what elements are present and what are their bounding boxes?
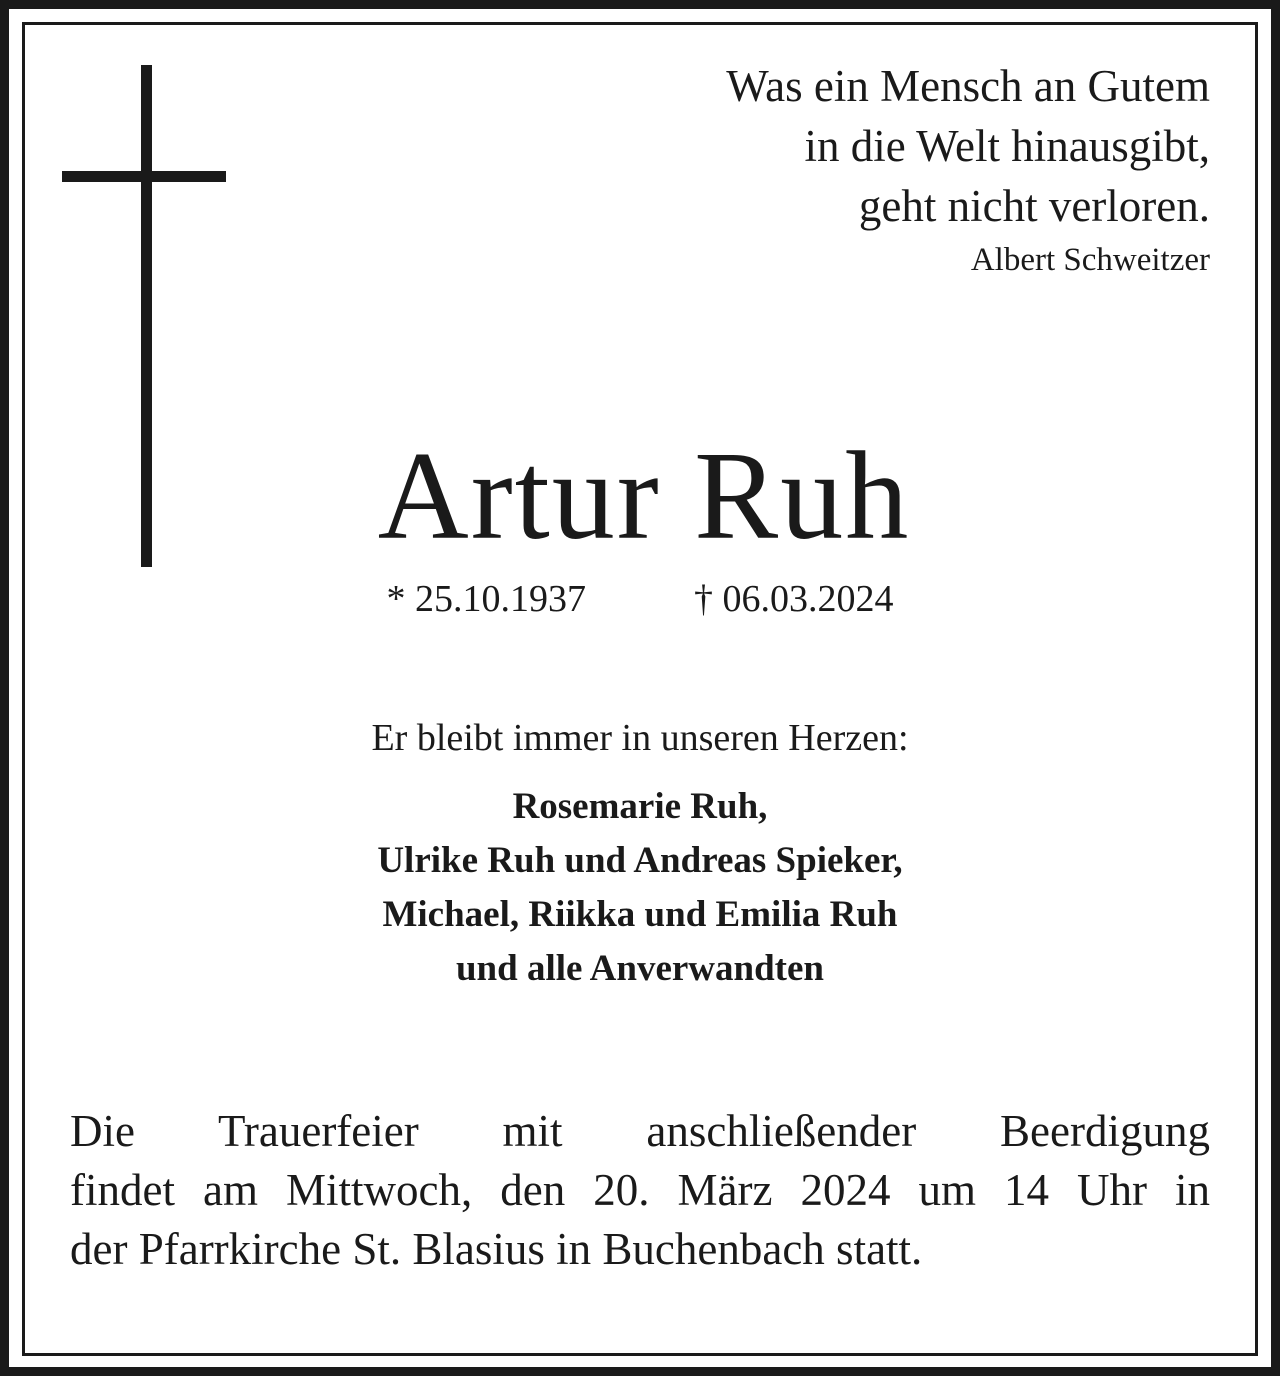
remembrance-line: Er bleibt immer in unseren Herzen: [371, 717, 909, 759]
funeral-line: Die Trauerfeier mit anschließender Beerdigung [70, 1106, 1210, 1156]
quote-line: geht nicht verloren. [858, 181, 1210, 231]
quote-block [510, 56, 1210, 280]
deceased-name: Artur Ruh [377, 427, 911, 566]
quote-line: in die Welt hinausgibt, [804, 121, 1210, 171]
life-dates [0, 574, 1280, 624]
mourners-list [0, 780, 1280, 996]
mourner-line: Ulrike Ruh und Andreas Spieker, [377, 840, 903, 881]
death-date: † 06.03.2024 [694, 578, 894, 620]
funeral-line: findet am Mittwoch, den 20. März 2024 um 14 Uhr in [70, 1165, 1210, 1215]
quote-line: Was ein Mensch an Gutem [726, 61, 1210, 111]
birth-date: * 25.10.1937 [386, 578, 586, 620]
funeral-notice [70, 1102, 1210, 1279]
funeral-line: der Pfarrkirche St. Blasius in Buchenbach statt. [70, 1224, 923, 1274]
quote-author: Albert Schweitzer [970, 242, 1210, 278]
mourner-line: Michael, Riikka und Emilia Ruh [382, 894, 898, 935]
mourner-line: und alle Anverwandten [455, 948, 824, 989]
cross-horizontal-bar [62, 171, 226, 182]
mourner-line: Rosemarie Ruh, [512, 786, 768, 827]
